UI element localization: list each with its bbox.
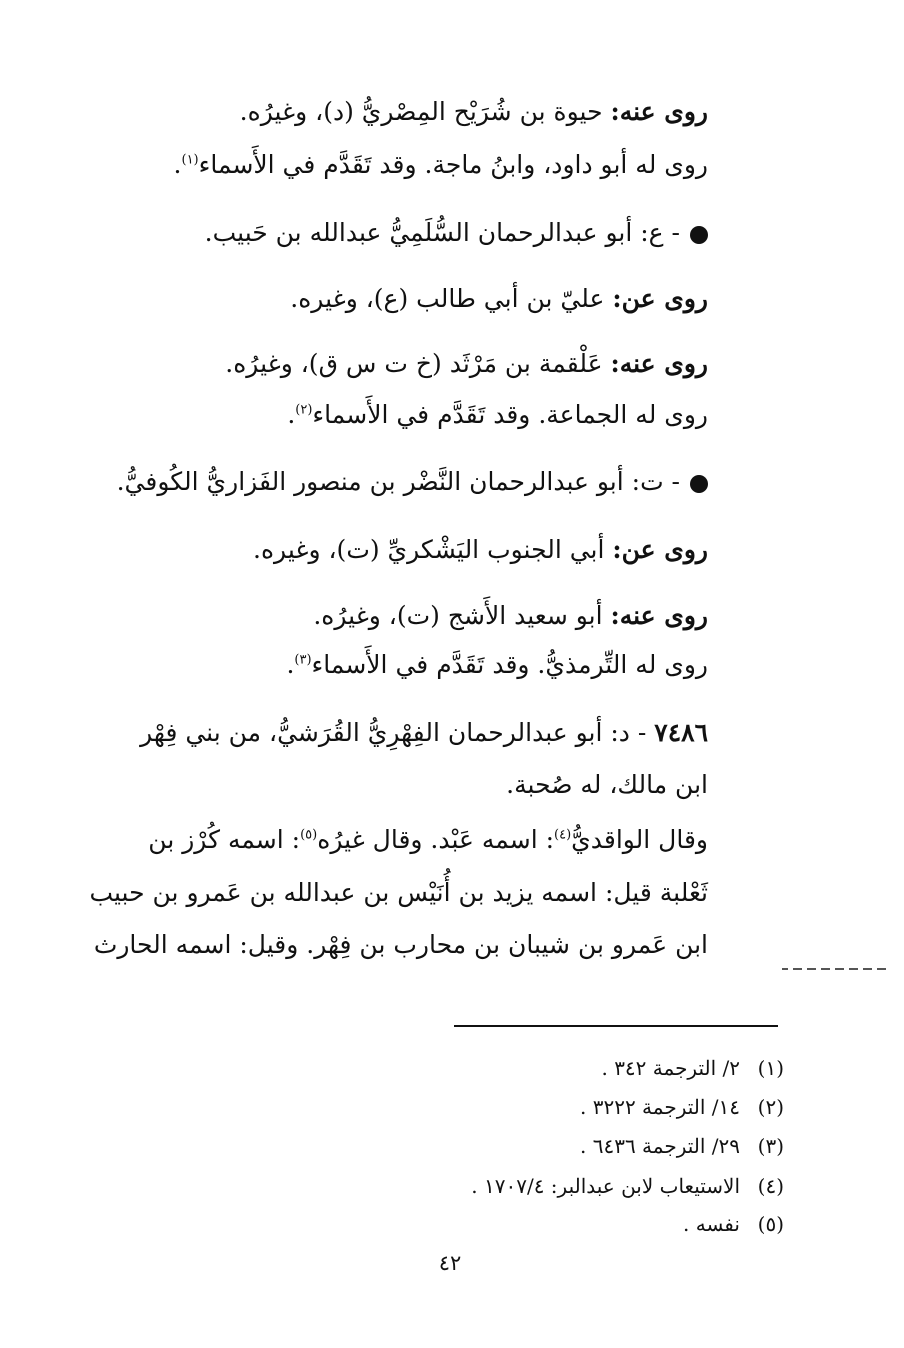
footnote-number: (٣) <box>757 1134 784 1158</box>
text-line-5 <box>118 344 708 384</box>
footnote-text: ١٤/ الترجمة ٣٢٢٢ . <box>580 1095 740 1119</box>
line-text: حيوة بن شُرَيْح المِصْريُّ (د)، وغيرُه. <box>239 97 611 126</box>
line-text: ثَعْلبة قيل: اسمه يزيد بن أُنَيْس بن عبدالله بن عَمرو بن حبيب <box>89 878 708 907</box>
line-text: روى له أبو داود، وابنُ ماجة. وقد تَقَدَّم في الأَسماء <box>198 150 708 179</box>
footnote-number: (١) <box>757 1056 784 1080</box>
line-text: ابن عَمرو بن شيبان بن محارب بن فِهْر. وقيل: اسمه الحارث <box>93 930 708 959</box>
footnote-3 <box>284 1130 784 1162</box>
footnote-2 <box>284 1091 784 1123</box>
line-text: - د: أبو عبدالرحمان الفِهْرِيُّ القُرَشيُّ، من بني فِهْر <box>140 718 655 747</box>
text-line-2 <box>118 145 708 185</box>
text-line-15 <box>78 925 708 965</box>
line-tail: . <box>287 400 296 429</box>
line-text: - ت: أبو عبدالرحمان النَّضْر بن منصور الفَزاريُّ الكُوفيُّ. <box>116 467 680 496</box>
line-text: ابن مالك، له صُحبة. <box>506 770 708 799</box>
footnote-ref: (١) <box>181 152 199 168</box>
text-line-9 <box>118 596 708 636</box>
text-line-10 <box>118 645 708 685</box>
footnote-ref: (٥) <box>300 827 318 843</box>
bullet-icon <box>690 226 708 244</box>
text-line-4 <box>118 279 708 319</box>
line-tail: . <box>286 650 295 679</box>
footnote-number: (٤) <box>757 1174 784 1198</box>
line-tail: . <box>173 150 182 179</box>
footnote-4 <box>284 1170 784 1202</box>
line-tail: : اسمه كُرْز بن <box>148 825 301 854</box>
footnote-ref: (٢) <box>295 402 313 418</box>
footnote-5 <box>284 1208 784 1240</box>
line-text: روى له التِّرمذيُّ. وقد تَقَدَّم في الأَسماء <box>311 650 708 679</box>
text-line-11 <box>78 713 708 753</box>
line-tail: : اسمه عَبْد. وقال غيرُه <box>317 825 555 854</box>
line-text: عَلْقمة بن مَرْثَد (خ ت س ق)، وغيرُه. <box>225 349 611 378</box>
footnote-separator <box>454 1025 778 1027</box>
text-line-7 <box>78 462 708 502</box>
line-text: روى له الجماعة. وقد تَقَدَّم في الأَسماء <box>312 400 708 429</box>
footnote-number: (٥) <box>757 1212 784 1236</box>
lead-label: روى عنه: <box>610 349 708 378</box>
lead-label: روى عنه: <box>610 601 708 630</box>
line-text: أبو سعيد الأَشج (ت)، وغيرُه. <box>313 601 611 630</box>
footnote-ref: (٣) <box>294 652 312 668</box>
text-line-12 <box>118 765 708 805</box>
text-line-6 <box>118 395 708 435</box>
footnote-text: الاستيعاب لابن عبدالبر: ١٧٠٧/٤ . <box>471 1174 740 1198</box>
text-line-3 <box>118 213 708 253</box>
text-line-13 <box>78 820 708 860</box>
footnote-ref: (٤) <box>554 827 572 843</box>
line-text: وقال الواقديُّ <box>571 825 708 854</box>
footnote-1 <box>284 1052 784 1084</box>
bullet-icon <box>690 475 708 493</box>
text-line-1 <box>118 92 708 132</box>
footnote-text: ٢/ الترجمة ٣٤٢ . <box>601 1056 740 1080</box>
line-text: أبي الجنوب اليَشْكريِّ (ت)، وغيره. <box>253 535 613 564</box>
lead-label: روى عن: <box>612 535 708 564</box>
line-text: عليّ بن أبي طالب (ع)، وغيره. <box>290 284 613 313</box>
footnote-text: نفسه . <box>683 1212 740 1236</box>
lead-label: روى عنه: <box>610 97 708 126</box>
entry-number: ٧٤٨٦ <box>654 718 708 747</box>
continuation-dashes <box>782 968 886 970</box>
page-number: ٤٢ <box>438 1251 462 1275</box>
line-text: - ع: أبو عبدالرحمان السُّلَمِيُّ عبدالله بن حَبيب. <box>204 218 680 247</box>
footnote-number: (٢) <box>757 1095 784 1119</box>
text-line-14 <box>78 873 708 913</box>
text-line-8 <box>118 530 708 570</box>
footnote-text: ٢٩/ الترجمة ٦٤٣٦ . <box>580 1134 740 1158</box>
lead-label: روى عن: <box>612 284 708 313</box>
